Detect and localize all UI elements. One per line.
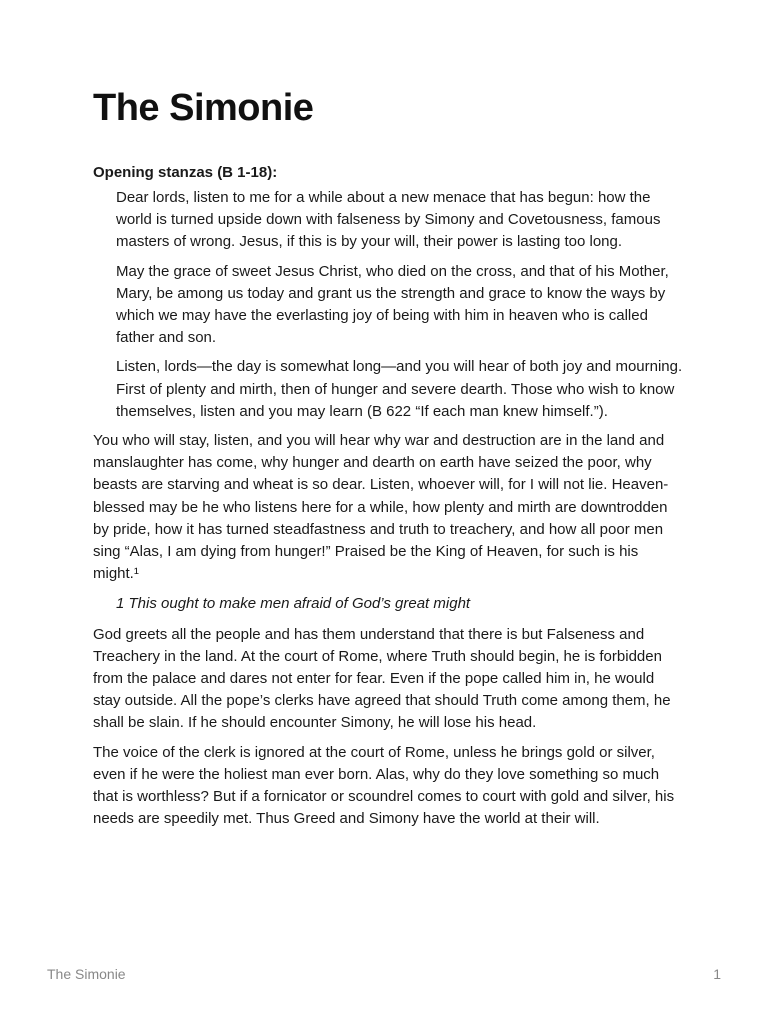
section-subhead: Opening stanzas (B 1-18): <box>93 164 278 181</box>
stanza-paragraph-3: Listen, lords—the day is somewhat long—and you will hear of both joy and mourning. First of plenty and mirth, then of hunger and severe dearth. Those who wish to know themselves, listen and you may learn (B 622 “If each man knew himself.”). <box>116 358 683 420</box>
stanza-paragraph-1: Dear lords, listen to me for a while about a new menace that has begun: how the world is turned upside down with falseness by Simony and Covetousness, famous masters of wrong. Jesus, if this is by your will, their power is lasting too long. <box>116 189 661 251</box>
footer-title: The Simonie <box>47 966 126 982</box>
page-number: 1 <box>713 966 721 982</box>
stanza-paragraph-2: May the grace of sweet Jesus Christ, who died on the cross, and that of his Mother, Mary, be among us today and grant us the strength and grace to know the ways by which we may have the everlasting joy of being with him in heaven who is called father and son. <box>116 262 669 347</box>
document-page <box>93 84 683 837</box>
body-paragraph-1: You who will stay, listen, and you will hear why war and destruction are in the land and manslaughter has come, why hunger and dearth on earth have seized the poor, why beasts are starving and wheat is so dear. Listen, whoever will, for I will not lie. Heaven-blessed may be he who listens here for a while, how plenty and mirth are downtrodden by pride, how it has turned steadfastness and truth to treachery, and how all poor men sing “Alas, I am dying from hunger!” Praised be the King of Heaven, for such is his might.¹ <box>93 432 669 583</box>
page-footer <box>47 966 721 982</box>
body-paragraph-2: God greets all the people and has them understand that there is but Falseness and Treachery in the land. At the court of Rome, where Truth should begin, he is forbidden from the palace and dares not enter for fear. Even if the pope called him in, he would stay outside. All the pope’s clerks have agreed that should Truth come among them, he shall be slain. If he should encounter Simony, he will lose his head. <box>93 625 671 732</box>
footnote: 1 This ought to make men afraid of God’s great might <box>116 595 471 613</box>
body-paragraph-3: The voice of the clerk is ignored at the court of Rome, unless he brings gold or silver, even if he were the holiest man ever born. Alas, why do they love something so much that is worthless? But if a fornicator or scoundrel comes to court with gold and silver, his needs are speedily met. Thus Greed and Simony have the world at their will. <box>93 743 675 828</box>
document-title: The Simonie <box>93 87 314 129</box>
